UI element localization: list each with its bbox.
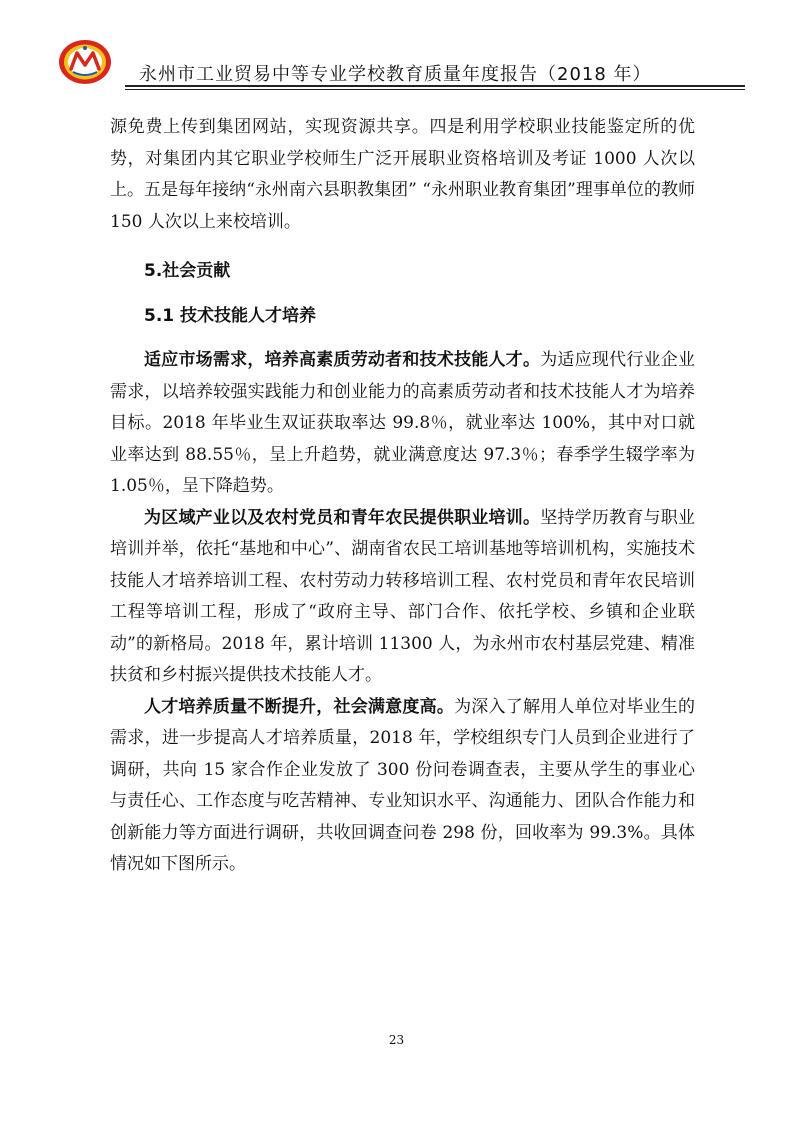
report-title: 永州市工业贸易中等专业学校教育质量年度报告（2018 年）: [139, 64, 652, 85]
school-logo-icon: [57, 38, 113, 86]
paragraph-text: 坚持学历教育与职业培训并举，依托“基地和中心”、湖南省农民工培训基地等培训机构，实施技术技能人才培养培训工程、农村劳动力转移培训工程、农村党员和青年农民培训工程等培训工程，形成了“政府主导、部门合作、依托学校、乡镇和企业联动”的新格局。2018 年，累计培训 11300 人，为永州市农村基层党建、精准扶贫和乡村振兴提供技术技能人才。: [110, 507, 696, 685]
header-divider: [125, 85, 745, 90]
subsection-heading: 5.1 技术技能人才培养: [144, 305, 317, 326]
paragraph-vocational-training: [110, 503, 695, 692]
page-body: [110, 112, 695, 881]
paragraph-lead: 为区域产业以及农村党员和青年农民提供职业培训。: [144, 507, 541, 528]
paragraph-text: 为深入了解用人单位对毕业生的需求，进一步提高人才培养质量，2018 年，学校组织专门人员到企业进行了调研，共向 15 家合作企业发放了 300 份问卷调查表，主要从学生的事业心与责任心、工作态度与吃苦精神、专业知识水平、沟通能力、团队合作能力和创新能力等方面进行调研，共收回调查问卷 298 份，回收率为 99.3%。具体情况如下图所示。: [110, 696, 696, 874]
page-number: 23: [388, 1033, 405, 1047]
paragraph-market-demand: [110, 345, 695, 503]
page-header: [57, 38, 697, 90]
paragraph-training-quality: [110, 692, 695, 881]
section-heading: 5.社会贡献: [144, 261, 231, 281]
intro-paragraph: 源免费上传到集团网站，实现资源共享。四是利用学校职业技能鉴定所的优势，对集团内其它职业学校师生广泛开展职业资格培训及考证 1000 人次以上。五是每年接纳“永州南六县职教集团” “永州职业教育集团”理事单位的教师 150 人次以上来校培训。: [110, 117, 695, 232]
paragraph-text: 为适应现代行业企业需求，以培养较强实践能力和创业能力的高素质劳动者和技术技能人才为培养目标。2018 年毕业生双证获取率达 99.8％，就业率达 100%，其中对口就业率达到 88.55％，呈上升趋势，就业满意度达 97.3％；春季学生辍学率为 1.05％，呈下降趋势。: [110, 350, 696, 496]
paragraph-lead: 人才培养质量不断提升，社会满意度高。: [144, 696, 455, 717]
paragraph-lead: 适应市场需求，培养高素质劳动者和技术技能人才。: [144, 350, 541, 370]
